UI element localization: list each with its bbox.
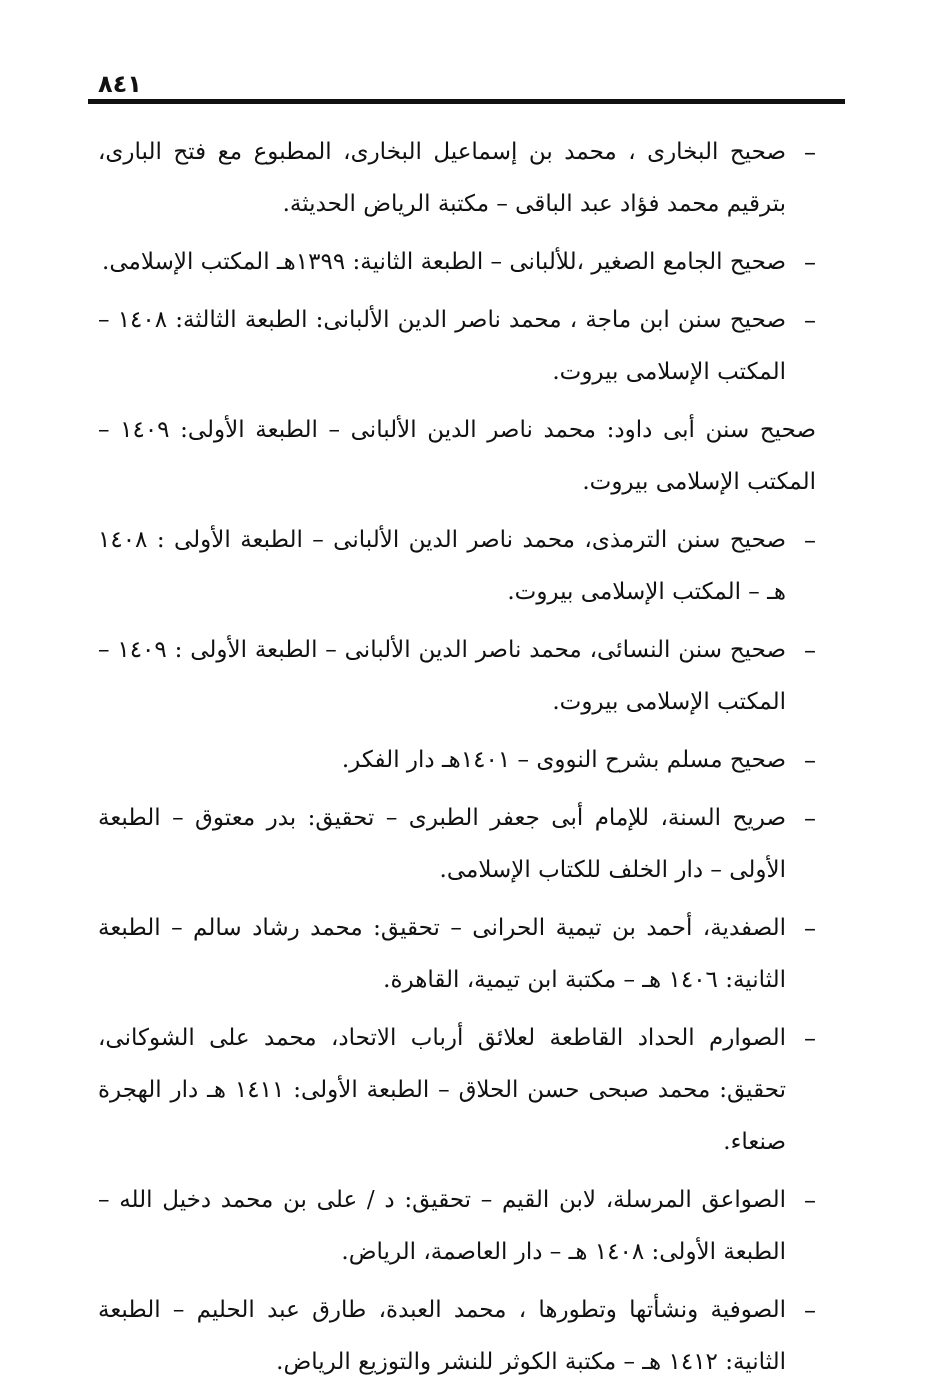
bibliography-entry bbox=[98, 1174, 816, 1278]
bibliography-entry bbox=[98, 1012, 816, 1168]
entry-text: صحيح سنن الترمذى، محمد ناصر الدين الألبانى – الطبعة الأولى : ١٤٠٨ هـ – المكتب الإسلامى بيروت. bbox=[98, 527, 786, 605]
entry-text: صحيح الجامع الصغير ،للألبانى – الطبعة الثانية: ١٣٩٩هـ المكتب الإسلامى. bbox=[102, 249, 786, 275]
entry-text: صحيح البخارى ، محمد بن إسماعيل البخارى، المطبوع مع فتح البارى، بترقيم محمد فؤاد عبد الباقى – مكتبة الرياض الحديثة. bbox=[98, 139, 786, 217]
entry-text: الصوارم الحداد القاطعة لعلائق أرباب الاتحاد، محمد على الشوكانى، تحقيق: محمد صبحى حسن الحلاق – الطبعة الأولى: ١٤١١ هـ دار الهجرة صنعاء. bbox=[98, 1025, 786, 1155]
bibliography-entry bbox=[98, 404, 816, 508]
entry-text: الصواعق المرسلة، لابن القيم – تحقيق: د / على بن محمد دخيل الله – الطبعة الأولى: ١٤٠٨ هـ – دار العاصمة، الرياض. bbox=[98, 1187, 786, 1265]
bibliography-entry bbox=[98, 624, 816, 728]
entry-dash: – bbox=[804, 1296, 816, 1324]
entry-dash: – bbox=[804, 636, 816, 664]
bibliography-entry bbox=[98, 1284, 816, 1388]
bibliography-entry bbox=[98, 236, 816, 288]
entry-dash: – bbox=[804, 526, 816, 554]
bibliography-list bbox=[98, 126, 816, 1394]
entry-dash: – bbox=[804, 306, 816, 334]
bibliography-entry bbox=[98, 294, 816, 398]
entry-dash: – bbox=[804, 804, 816, 832]
entry-text: الصفدية، أحمد بن تيمية الحرانى – تحقيق: محمد رشاد سالم – الطبعة الثانية: ١٤٠٦ هـ – مكتبة ابن تيمية، القاهرة. bbox=[98, 915, 786, 993]
entry-text: الصوفية ونشأتها وتطورها ، محمد العبدة، طارق عبد الحليم – الطبعة الثانية: ١٤١٢ هـ – مكتبة الكوثر للنشر والتوزيع الرياض. bbox=[98, 1297, 786, 1375]
entry-dash: – bbox=[804, 746, 816, 774]
bibliography-entry bbox=[98, 126, 816, 230]
page-number: ٨٤١ bbox=[98, 70, 142, 98]
bibliography-entry bbox=[98, 792, 816, 896]
entry-dash: – bbox=[804, 914, 816, 942]
entry-text: صحيح سنن النسائى، محمد ناصر الدين الألبانى – الطبعة الأولى : ١٤٠٩ – المكتب الإسلامى بيروت. bbox=[98, 637, 787, 715]
bibliography-entry bbox=[98, 734, 816, 786]
entry-text: صحيح سنن أبى داود: محمد ناصر الدين الألبانى – الطبعة الأولى: ١٤٠٩ – المكتب الإسلامى بيروت. bbox=[98, 417, 816, 495]
entry-dash: – bbox=[804, 1186, 816, 1214]
header-rule bbox=[88, 99, 845, 104]
bibliography-entry bbox=[98, 902, 816, 1006]
entry-text: صحيح مسلم بشرح النووى – ١٤٠١هـ دار الفكر. bbox=[341, 747, 786, 773]
entry-dash: – bbox=[804, 248, 816, 276]
entry-text: صحيح سنن ابن ماجة ، محمد ناصر الدين الألبانى: الطبعة الثالثة: ١٤٠٨ – المكتب الإسلامى بيروت. bbox=[98, 307, 786, 385]
bibliography-entry bbox=[98, 514, 816, 618]
entry-text: صريح السنة، للإمام أبى جعفر الطبرى – تحقيق: بدر معتوق – الطبعة الأولى – دار الخلف للكتاب الإسلامى. bbox=[98, 805, 786, 883]
entry-dash: – bbox=[804, 138, 816, 166]
entry-dash: – bbox=[804, 1024, 816, 1052]
